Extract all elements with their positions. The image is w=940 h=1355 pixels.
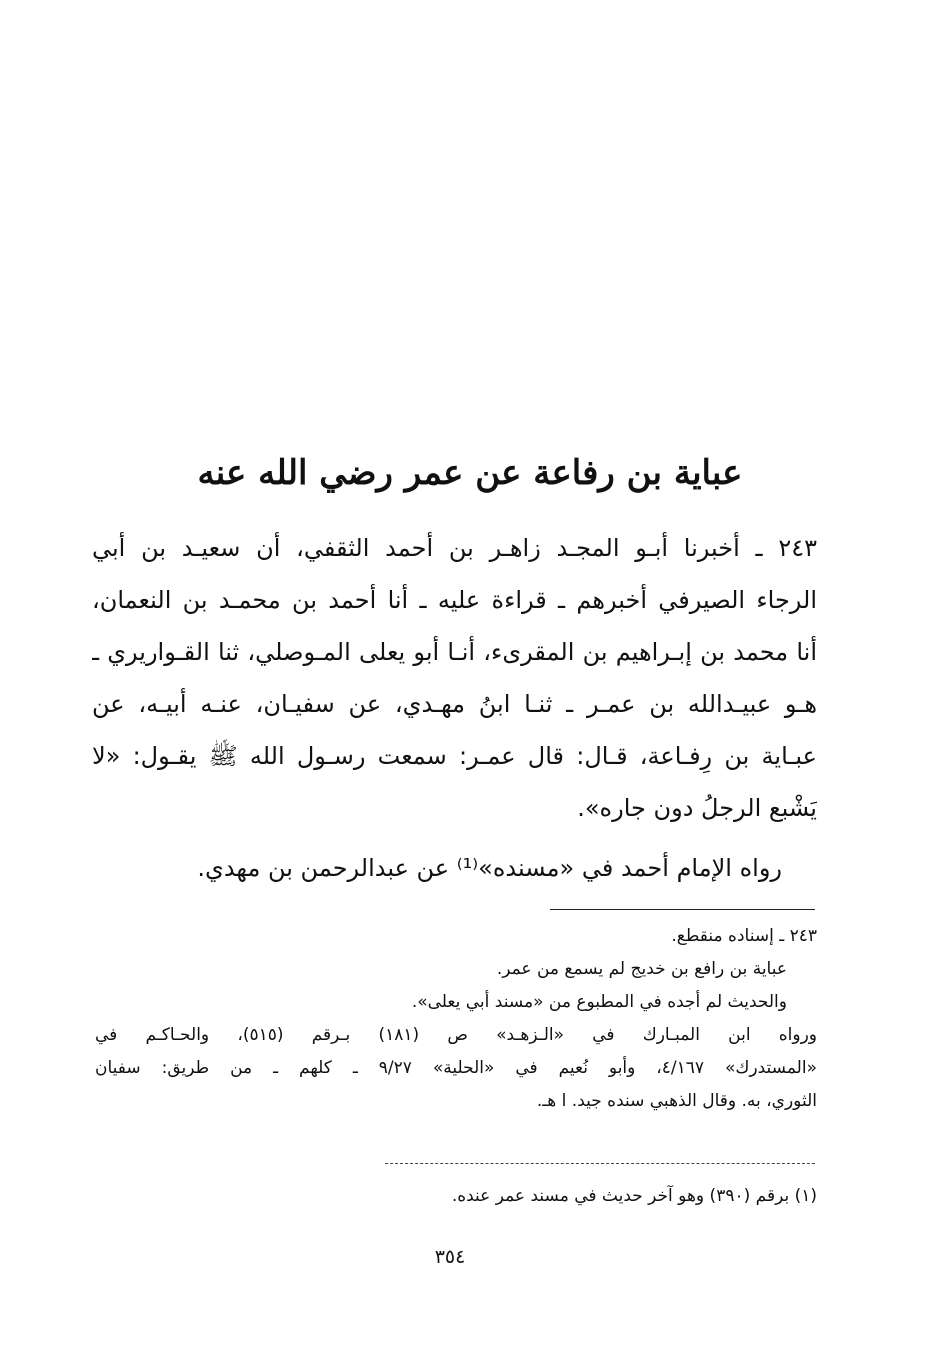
note-line: ورواه ابن المبـارك في «الـزهـد» ص (١٨١) بـرقم (٥١٥)، والحـاكـم في: [95, 1025, 817, 1045]
hadith-line: عبـاية بن رِفـاعة، قـال: قال عمـر: سمعت رسـول الله ﷺ يقـول: «لا: [92, 742, 817, 770]
notes-separator: [550, 909, 815, 910]
note-line: عباية بن رافع بن خديج لم يسمع من عمر.: [496, 959, 787, 979]
page-number: ٣٥٤: [434, 1246, 466, 1268]
chapter-title: عباية بن رفاعة عن عمر رضي الله عنه: [197, 453, 743, 493]
footnote: (١) برقم (٣٩٠) وهو آخر حديث في مسند عمر عنده.: [451, 1186, 817, 1206]
note-line: الثوري، به. وقال الذهبي سنده جيد. ا هـ.: [536, 1091, 817, 1111]
commentary: [95, 920, 817, 1118]
hadith-line: الرجاء الصيرفي أخبرهم ـ قراءة عليه ـ أنا أحمد بن محمـد بن النعمان،: [92, 586, 817, 614]
hadith-line: ٢٤٣ ـ أخبرنا أبـو المجـد زاهـر بن أحمد الثقفي، أن سعيـد بن أبي: [92, 534, 817, 562]
footnote-separator: [385, 1163, 815, 1164]
hadith-line: هـو عبيـدالله بن عمـر ـ ثنـا ابنُ مهـدي، عن سفيـان، عنـه أبيـه، عن: [92, 690, 817, 718]
riwaya-line: رواه الإمام أحمد في «مسنده»⁽¹⁾ عن عبدالرحمن بن مهدي.: [197, 854, 782, 882]
note-line: «المستدرك» ٤/١٦٧، وأبو نُعيم في «الحلية» ٩/٢٧ ـ كلهم ـ من طريق: سفيان: [95, 1058, 817, 1078]
hadith-line: يَشْبع الرجلُ دون جاره».: [577, 794, 817, 822]
note-line: ٢٤٣ ـ إسناده منقطع.: [671, 926, 817, 946]
hadith-line: أنا محمد بن إبـراهيم بن المقرىء، أنـا أبو يعلى المـوصلي، ثنا القـواريري ـ: [92, 638, 817, 666]
note-line: والحديث لم أجده في المطبوع من «مسند أبي يعلى».: [411, 992, 787, 1012]
hadith-text: [92, 522, 817, 834]
